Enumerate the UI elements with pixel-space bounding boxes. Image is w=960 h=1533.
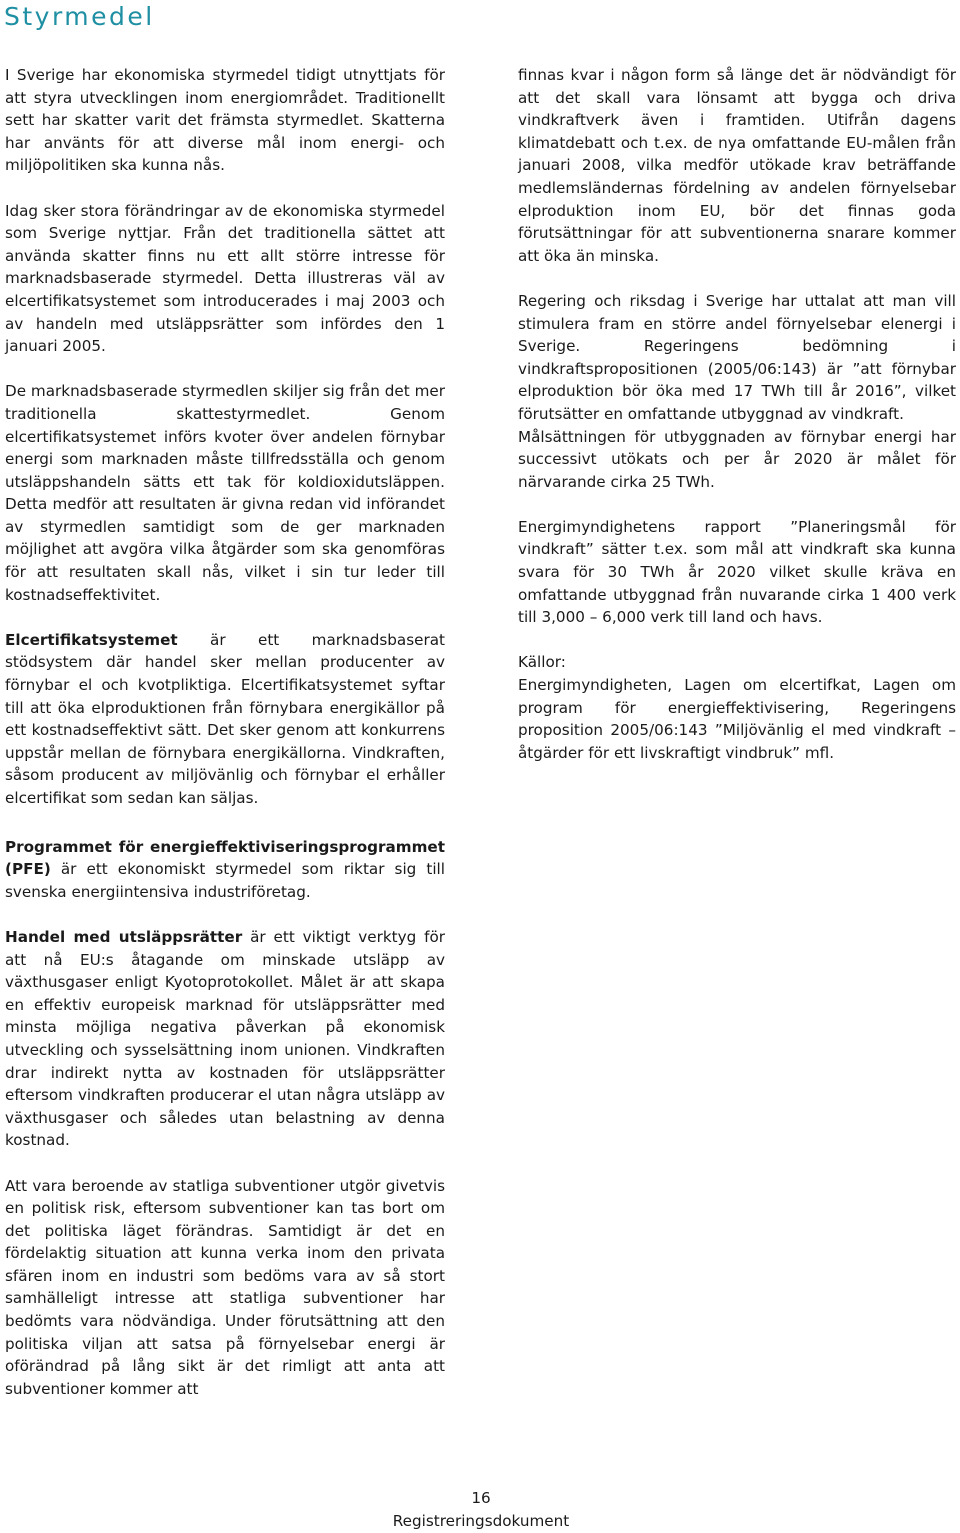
paragraph-heading: Programmet för energieffektiviseringsprogrammet (PFE) [5,837,445,879]
paragraph: De marknadsbaserade styrmedlen skiljer sig från det mer traditionella skattestyrmedlet. Genom elcertifikatsystemet införs kvoter över andelen förnybar energi som marknaden måste tillfredsställa och genom utsläppshandeln sätts ett tak för koldioxidutsläppen. Detta medför att resultaten är givna redan vid införandet av styrmedlen samtidigt som de ger marknaden möjlighet att avgöra vilka åtgärder som ska genomföras för att resultaten skall nås, vilket i sin tur leder till kostnadseffektivitet. [5,382,445,604]
paragraph: Energimyndighetens rapport ”Planeringsmål för vindkraft” sätter t.ex. som mål att vindkraft ska kunna svara för 30 TWh år 2020 vilket skulle kräva en omfattande utbyggnad från nuvarande cirka 1 400 verk till 3,000 – 6,000 verk till land och havs. [518,517,956,627]
paragraph-pfe [5,836,445,904]
page-number: 16 [471,1489,491,1507]
sources-text: Energimyndigheten, Lagen om elcertifkat, Lagen om program för energieffektivisering, Regeringens proposition 2005/06:143 ”Miljövänlig el med vindkraft – åtgärder för ett livskraftigt vindbruk” mfl. [518,676,956,762]
paragraph-heading: Elcertifikatsystemet [5,630,178,649]
left-column [5,64,445,1423]
paragraph: Att vara beroende av statliga subventioner utgör givetvis en politisk risk, eftersom subventioner kan tas bort om det politiska läget förändras. Samtidigt är det en fördelaktig situation att kunna verka inom den privata sfären inom en industri som bedöms vara av så stort samhälleligt intresse att statliga subventioner har bedömts vara nödvändiga. Under förutsättning att den politiska viljan att satsa på förnyelsebar energi är oförändrad på lång sikt är det rimligt att anta att subventioner kommer att [5,1176,445,1398]
paragraph-utslappsratter [5,926,445,1152]
paragraph-body: är ett viktigt verktyg för att nå EU:s åtagande om minskade utsläpp av växthusgaser enligt Kyotoprotokollet. Målet är att skapa en effektiv europeisk marknad för utsläppsrätter med minsta möjliga negativa påverkan på ekonomisk utveckling och sysselsättning inom unionen. Vindkraften drar indirekt nytta av kostnaden för utsläppsrätter eftersom vindkraften producerar el utan några utsläpp av växthusgaser och således utan belastning av denna kostnad. [5,927,445,1150]
sources-label: Källor: [518,653,566,672]
paragraph-body: är ett ekonomiskt styrmedel som riktar sig till svenska energiintensiva industriföretag. [5,860,445,901]
page-footer [0,1487,960,1533]
paragraph: Regering och riksdag i Sverige har uttalat att man vill stimulera fram en större andel förnyelsebar elenergi i Sverige. Regeringens bedömning i vindkraftspropositionen (2005/06:143) är ”att förnybar elproduktion bör öka med 17 TWh till år 2016”, vilket förutsätter en omfattande utbyggnad av vindkraft. [518,291,956,423]
paragraph: Idag sker stora förändringar av de ekonomiska styrmedel som Sverige nyttjar. Från det traditionella sättet att använda skatter finns nu ett allt större intresse för marknadsbaserade styrmedel. Detta illustreras väl av elcertifikatsystemet som introducerades i maj 2003 och av handeln med utsläppsrätter som infördes den 1 januari 2005. [5,201,445,356]
page-title: Styrmedel [4,2,155,31]
paragraph-body: är ett marknadsbaserat stödsystem där handel sker mellan producenter av förnybar el och kvotpliktiga. Elcertifikatsystemet syftar till att öka elproduktionen från förnybara energikällor på ett kostnadseffektivt sätt. Det sker genom att konkurrens uppstår mellan de förnybara energikällorna. Vindkraften, såsom producent av miljövänlig och förnybar el erhåller elcertifikat som sedan kan säljas. [5,630,445,807]
paragraph: Målsättningen för utbyggnaden av förnybar energi har successivt utökats och per år 2020 är målet för närvarande cirka 25 TWh. [518,427,956,491]
paragraph-elcertifikat [5,629,445,810]
paragraph-heading: Handel med utsläppsrätter [5,927,243,946]
document-name: Registreringsdokument [392,1512,570,1530]
paragraph: finnas kvar i någon form så länge det är nödvändigt för att det skall vara lönsamt att bygga och driva vindkraftverk även i framtiden. Utifrån dagens klimatdebatt och t.ex. de nya omfattande EU-målen från januari 2008, vilka medför utökade krav beträffande medlemsländernas fördelning av andelen förnyelsebar elproduktion inom EU, bör det finnas goda förutsättningar för att subventionerna snarare kommer att öka än minska. [518,66,956,265]
right-column [518,64,956,787]
paragraph: I Sverige har ekonomiska styrmedel tidigt utnyttjats för att styra utvecklingen inom energiområdet. Traditionellt sett har skatter varit det främsta styrmedlet. Skatterna har använts för att diverse mål inom energi- och miljöpolitiken ska kunna nås. [5,66,445,175]
